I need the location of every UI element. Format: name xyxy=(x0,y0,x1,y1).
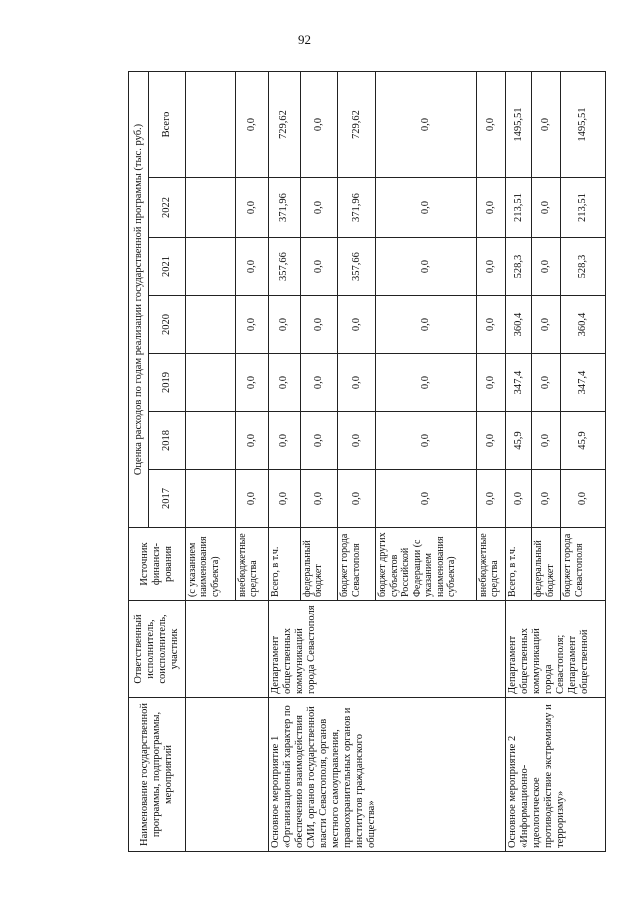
value-cell: 0,0 xyxy=(532,71,561,177)
value-cell: 0,0 xyxy=(300,354,338,412)
value-cell: 0,0 xyxy=(476,178,505,238)
value-cell: 0,0 xyxy=(269,296,300,354)
page-number: 92 xyxy=(298,32,311,47)
header-responsible: Ответственный исполнитель, соисполнитель, участник xyxy=(129,601,186,698)
value-cell xyxy=(185,238,235,296)
responsible-cell xyxy=(185,601,269,698)
value-cell: 0,0 xyxy=(269,470,300,528)
value-cell: 0,0 xyxy=(300,71,338,177)
activity-1-name: Основное мероприятие 1 «Организационный характер по обеспечению взаимодействия СМИ, органов государственной власти Севастополя, органов местного самоуправления, правоохранительных органов и институтов гражданского общества» xyxy=(269,698,505,852)
expenditure-table xyxy=(128,71,606,852)
value-cell: 371,96 xyxy=(269,178,300,238)
value-cell: 0,0 xyxy=(376,412,476,470)
activity-2-name: Основное мероприятие 2 «Информационно-идеологическое противодействие экстремизму и терроризму» xyxy=(505,698,605,852)
value-cell: 213,51 xyxy=(561,178,606,238)
value-cell: 0,0 xyxy=(235,296,268,354)
source-cell: федеральный бюджет xyxy=(300,528,338,601)
value-cell xyxy=(185,470,235,528)
value-cell: 357,66 xyxy=(338,238,376,296)
source-cell: (с указанием наименования субъекта) xyxy=(185,528,235,601)
table-row xyxy=(269,71,300,851)
value-cell: 0,0 xyxy=(376,296,476,354)
value-cell: 0,0 xyxy=(476,71,505,177)
source-cell: внебюджетные средства xyxy=(476,528,505,601)
table-row xyxy=(505,71,532,851)
value-cell: 0,0 xyxy=(338,470,376,528)
value-cell: 0,0 xyxy=(235,354,268,412)
activity-2-responsible: Департамент общественных коммуникаций города Севастополя; Департамент общественной xyxy=(505,601,605,698)
value-cell: 0,0 xyxy=(300,296,338,354)
value-cell: 371,96 xyxy=(338,178,376,238)
value-cell: 0,0 xyxy=(476,470,505,528)
value-cell: 347,4 xyxy=(505,354,532,412)
value-cell xyxy=(185,178,235,238)
header-year: 2018 xyxy=(149,412,186,470)
value-cell: 0,0 xyxy=(376,71,476,177)
value-cell: 0,0 xyxy=(532,412,561,470)
value-cell: 0,0 xyxy=(476,238,505,296)
value-cell: 0,0 xyxy=(269,412,300,470)
header-total: Всего xyxy=(149,71,186,177)
value-cell: 0,0 xyxy=(532,470,561,528)
value-cell xyxy=(185,71,235,177)
value-cell: 213,51 xyxy=(505,178,532,238)
source-cell: бюджет города Севастополя xyxy=(338,528,376,601)
header-year: 2019 xyxy=(149,354,186,412)
value-cell: 0,0 xyxy=(235,178,268,238)
activity-1-responsible: Департамент общественных коммуникаций города Севастополя xyxy=(269,601,505,698)
value-cell: 45,9 xyxy=(561,412,606,470)
value-cell: 0,0 xyxy=(476,412,505,470)
value-cell: 0,0 xyxy=(376,238,476,296)
value-cell xyxy=(185,296,235,354)
value-cell: 0,0 xyxy=(476,296,505,354)
value-cell: 360,4 xyxy=(505,296,532,354)
value-cell: 0,0 xyxy=(532,238,561,296)
value-cell: 1495,51 xyxy=(505,71,532,177)
value-cell: 0,0 xyxy=(338,412,376,470)
value-cell: 528,3 xyxy=(561,238,606,296)
header-source: Источник финанси-рования xyxy=(129,528,186,601)
header-year: 2022 xyxy=(149,178,186,238)
header-name: Наименование государственной программы, подпрограммы, мероприятий xyxy=(129,698,186,852)
header-year: 2021 xyxy=(149,238,186,296)
rotated-table-container xyxy=(128,72,606,852)
value-cell: 0,0 xyxy=(376,178,476,238)
value-cell: 0,0 xyxy=(300,238,338,296)
value-cell: 0,0 xyxy=(300,178,338,238)
header-year: 2020 xyxy=(149,296,186,354)
value-cell: 1495,51 xyxy=(561,71,606,177)
header-estimate: Оценка расходов по годам реализации государственной программы (тыс. руб.) xyxy=(129,71,149,527)
value-cell: 0,0 xyxy=(505,470,532,528)
value-cell: 0,0 xyxy=(338,296,376,354)
value-cell: 0,0 xyxy=(532,296,561,354)
value-cell: 729,62 xyxy=(338,71,376,177)
value-cell: 0,0 xyxy=(338,354,376,412)
value-cell: 0,0 xyxy=(532,178,561,238)
value-cell: 0,0 xyxy=(235,470,268,528)
value-cell xyxy=(185,412,235,470)
source-cell: Всего, в т.ч. xyxy=(505,528,532,601)
header-year: 2017 xyxy=(149,470,186,528)
value-cell: 347,4 xyxy=(561,354,606,412)
value-cell: 0,0 xyxy=(376,470,476,528)
value-cell: 45,9 xyxy=(505,412,532,470)
source-cell: Всего, в т.ч. xyxy=(269,528,300,601)
header-row-1 xyxy=(129,71,149,851)
value-cell: 360,4 xyxy=(561,296,606,354)
value-cell xyxy=(185,354,235,412)
value-cell: 0,0 xyxy=(235,238,268,296)
value-cell: 528,3 xyxy=(505,238,532,296)
value-cell: 729,62 xyxy=(269,71,300,177)
value-cell: 0,0 xyxy=(376,354,476,412)
source-cell: внебюджетные средства xyxy=(235,528,268,601)
source-cell: бюджет города Севастополя xyxy=(561,528,606,601)
name-cell xyxy=(185,698,269,852)
value-cell: 0,0 xyxy=(235,412,268,470)
value-cell: 0,0 xyxy=(476,354,505,412)
source-cell: федеральный бюджет xyxy=(532,528,561,601)
value-cell: 0,0 xyxy=(269,354,300,412)
table-row xyxy=(185,71,235,851)
value-cell: 0,0 xyxy=(300,412,338,470)
value-cell: 0,0 xyxy=(300,470,338,528)
value-cell: 357,66 xyxy=(269,238,300,296)
value-cell: 0,0 xyxy=(532,354,561,412)
value-cell: 0,0 xyxy=(235,71,268,177)
source-cell: бюджет других субъектов Российской Федерации (с указанием наименования субъекта) xyxy=(376,528,476,601)
value-cell: 0,0 xyxy=(561,470,606,528)
